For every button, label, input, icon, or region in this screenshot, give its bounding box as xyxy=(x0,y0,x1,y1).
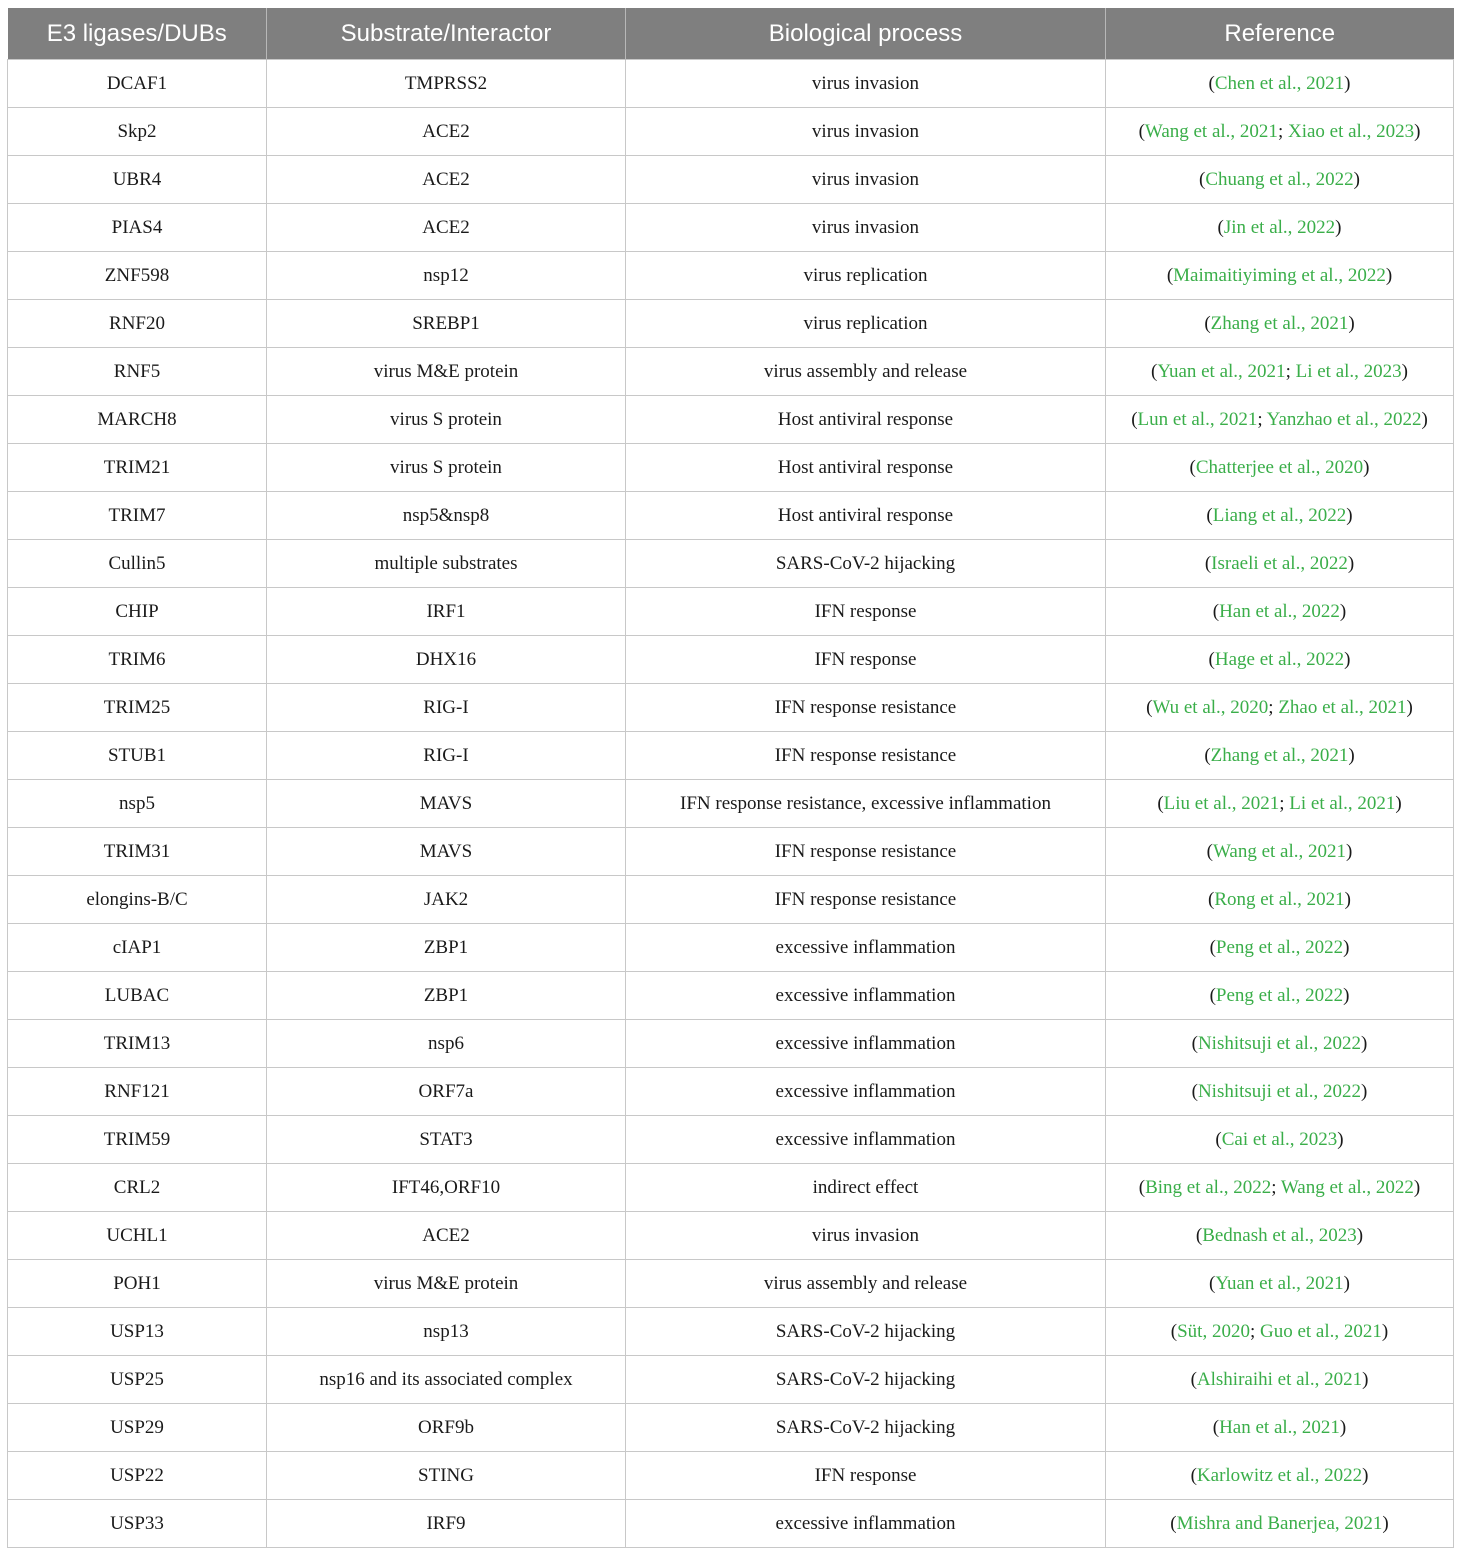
paren-close: ) xyxy=(1414,120,1421,142)
cell-reference xyxy=(1106,876,1454,924)
paren-open: ( xyxy=(1166,264,1174,286)
reference-link[interactable]: Peng et al., 2022 xyxy=(1215,936,1344,958)
cell-enzyme: CHIP xyxy=(8,588,267,636)
table-row xyxy=(8,732,1454,780)
cell-reference xyxy=(1106,1308,1454,1356)
cell-substrate: RIG-I xyxy=(267,732,626,780)
cell-reference xyxy=(1106,1404,1454,1452)
reference-link[interactable]: Zhao et al., 2021 xyxy=(1278,696,1407,718)
paren-close: ) xyxy=(1362,1368,1369,1390)
cell-substrate: IRF9 xyxy=(267,1500,626,1548)
table-row xyxy=(8,396,1454,444)
paren-close: ) xyxy=(1406,696,1413,718)
cell-enzyme: USP33 xyxy=(8,1500,267,1548)
reference-link[interactable]: Rong et al., 2021 xyxy=(1214,888,1345,910)
reference-link[interactable]: Liu et al., 2021 xyxy=(1163,792,1280,814)
cell-substrate: IFT46,ORF10 xyxy=(267,1164,626,1212)
cell-process: SARS-CoV-2 hijacking xyxy=(626,1308,1106,1356)
reference-link[interactable]: Süt, 2020 xyxy=(1177,1320,1250,1342)
paren-open: ( xyxy=(1157,792,1164,814)
reference-link[interactable]: Guo et al., 2021 xyxy=(1259,1320,1382,1342)
cell-reference xyxy=(1106,396,1454,444)
cell-substrate: virus S protein xyxy=(267,396,626,444)
header-substrate: Substrate/Interactor xyxy=(267,8,626,60)
table-row xyxy=(8,252,1454,300)
cell-substrate: ACE2 xyxy=(267,156,626,204)
paren-close: ) xyxy=(1382,1512,1389,1534)
table-row xyxy=(8,876,1454,924)
table-row xyxy=(8,348,1454,396)
paren-open: ( xyxy=(1170,1512,1177,1534)
cell-process: IFN response resistance xyxy=(626,732,1106,780)
cell-substrate: TMPRSS2 xyxy=(267,60,626,108)
cell-enzyme: nsp5 xyxy=(8,780,267,828)
cell-substrate: nsp12 xyxy=(267,252,626,300)
paren-close: ) xyxy=(1337,1128,1344,1150)
reference-link[interactable]: Maimaitiyiming et al., 2022 xyxy=(1173,264,1386,286)
paren-open: ( xyxy=(1206,504,1213,526)
paren-open: ( xyxy=(1209,1272,1216,1294)
table-row xyxy=(8,1404,1454,1452)
cell-reference xyxy=(1106,1260,1454,1308)
cell-substrate: ACE2 xyxy=(267,108,626,156)
reference-link[interactable]: Wang et al., 2022 xyxy=(1280,1176,1414,1198)
cell-enzyme: LUBAC xyxy=(8,972,267,1020)
cell-process: excessive inflammation xyxy=(626,1500,1106,1548)
table-row xyxy=(8,924,1454,972)
reference-link[interactable]: Jin et al., 2022 xyxy=(1223,216,1336,238)
cell-enzyme: TRIM25 xyxy=(8,684,267,732)
cell-reference xyxy=(1106,492,1454,540)
paren-close: ) xyxy=(1343,1272,1350,1294)
cell-process: IFN response resistance xyxy=(626,684,1106,732)
paren-open: ( xyxy=(1131,408,1138,430)
cell-enzyme: RNF121 xyxy=(8,1068,267,1116)
paren-open: ( xyxy=(1204,744,1211,766)
paren-open: ( xyxy=(1138,120,1145,142)
reference-link[interactable]: Chatterjee et al., 2020 xyxy=(1195,456,1364,478)
cell-reference xyxy=(1106,300,1454,348)
table-row xyxy=(8,588,1454,636)
cell-substrate: STAT3 xyxy=(267,1116,626,1164)
cell-process: excessive inflammation xyxy=(626,1116,1106,1164)
paren-open: ( xyxy=(1170,1320,1178,1342)
cell-process: virus assembly and release xyxy=(626,348,1106,396)
table-row xyxy=(8,1500,1454,1548)
paren-close: ) xyxy=(1343,984,1350,1006)
reference-link[interactable]: Bing et al., 2022 xyxy=(1145,1176,1272,1198)
reference-link[interactable]: Karlowitz et al., 2022 xyxy=(1196,1464,1363,1486)
cell-enzyme: TRIM31 xyxy=(8,828,267,876)
cell-enzyme: USP22 xyxy=(8,1452,267,1500)
reference-link[interactable]: Wang et al., 2021 xyxy=(1212,840,1347,862)
cell-process: IFN response resistance xyxy=(626,876,1106,924)
reference-link[interactable]: Li et al., 2021 xyxy=(1289,792,1396,814)
cell-enzyme: elongins-B/C xyxy=(8,876,267,924)
reference-link[interactable]: Alshiraihi et al., 2021 xyxy=(1196,1368,1363,1390)
cell-substrate: SREBP1 xyxy=(267,300,626,348)
paren-close: ) xyxy=(1413,1176,1421,1198)
cell-enzyme: USP29 xyxy=(8,1404,267,1452)
reference-link[interactable]: Hage et al., 2022 xyxy=(1214,648,1345,670)
cell-reference xyxy=(1106,732,1454,780)
paren-open: ( xyxy=(1209,936,1216,958)
paren-open: ( xyxy=(1206,840,1213,862)
ref-separator: ; xyxy=(1277,120,1288,142)
cell-reference xyxy=(1106,1020,1454,1068)
cell-enzyme: cIAP1 xyxy=(8,924,267,972)
table-row xyxy=(8,684,1454,732)
table-row xyxy=(8,1308,1454,1356)
cell-process: virus invasion xyxy=(626,204,1106,252)
cell-enzyme: MARCH8 xyxy=(8,396,267,444)
cell-enzyme: TRIM6 xyxy=(8,636,267,684)
cell-enzyme: TRIM13 xyxy=(8,1020,267,1068)
paren-close: ) xyxy=(1381,1320,1389,1342)
paren-close: ) xyxy=(1339,1416,1347,1438)
paren-close: ) xyxy=(1361,1080,1368,1102)
table-row xyxy=(8,636,1454,684)
ref-separator: ; xyxy=(1249,1320,1260,1342)
reference-link[interactable]: Li et al., 2023 xyxy=(1295,360,1402,382)
paren-open: ( xyxy=(1212,1416,1220,1438)
cell-enzyme: STUB1 xyxy=(8,732,267,780)
cell-reference xyxy=(1106,156,1454,204)
reference-link[interactable]: Zhang et al., 2021 xyxy=(1210,744,1349,766)
ref-separator: ; xyxy=(1279,792,1290,814)
header-row xyxy=(8,8,1454,60)
table-row xyxy=(8,972,1454,1020)
cell-substrate: DHX16 xyxy=(267,636,626,684)
table-row xyxy=(8,828,1454,876)
cell-process: IFN response xyxy=(626,636,1106,684)
cell-process: Host antiviral response xyxy=(626,444,1106,492)
table-row xyxy=(8,492,1454,540)
table-row xyxy=(8,444,1454,492)
cell-substrate: MAVS xyxy=(267,828,626,876)
cell-reference xyxy=(1106,348,1454,396)
cell-process: virus invasion xyxy=(626,108,1106,156)
cell-enzyme: ZNF598 xyxy=(8,252,267,300)
cell-enzyme: DCAF1 xyxy=(8,60,267,108)
cell-substrate: multiple substrates xyxy=(267,540,626,588)
reference-link[interactable]: Han et al., 2022 xyxy=(1219,600,1340,622)
table-row xyxy=(8,1020,1454,1068)
cell-reference xyxy=(1106,828,1454,876)
ref-separator: ; xyxy=(1257,408,1267,430)
paren-close: ) xyxy=(1335,216,1342,238)
cell-substrate: ORF7a xyxy=(267,1068,626,1116)
paren-close: ) xyxy=(1361,1032,1368,1054)
cell-reference xyxy=(1106,540,1454,588)
reference-link[interactable]: Bednash et al., 2023 xyxy=(1202,1224,1357,1246)
paren-close: ) xyxy=(1395,792,1402,814)
paren-open: ( xyxy=(1207,888,1215,910)
cell-process: indirect effect xyxy=(626,1164,1106,1212)
table-row xyxy=(8,540,1454,588)
cell-substrate: virus S protein xyxy=(267,444,626,492)
paren-close: ) xyxy=(1346,504,1353,526)
cell-substrate: ACE2 xyxy=(267,1212,626,1260)
paren-close: ) xyxy=(1353,168,1360,190)
paren-open: ( xyxy=(1208,72,1215,94)
paren-close: ) xyxy=(1343,936,1350,958)
paren-open: ( xyxy=(1217,216,1224,238)
paren-open: ( xyxy=(1190,1464,1197,1486)
cell-reference xyxy=(1106,204,1454,252)
reference-link[interactable]: Mishra and Banerjea, 2021 xyxy=(1176,1512,1383,1534)
table-row xyxy=(8,1116,1454,1164)
reference-link[interactable]: Xiao et al., 2023 xyxy=(1287,120,1415,142)
cell-substrate: ACE2 xyxy=(267,204,626,252)
cell-process: Host antiviral response xyxy=(626,492,1106,540)
table-row xyxy=(8,780,1454,828)
cell-process: excessive inflammation xyxy=(626,972,1106,1020)
cell-process: IFN response resistance, excessive inflammation xyxy=(626,780,1106,828)
cell-process: IFN response resistance xyxy=(626,828,1106,876)
reference-link[interactable]: Liang et al., 2022 xyxy=(1212,504,1347,526)
reference-link[interactable]: Peng et al., 2022 xyxy=(1215,984,1344,1006)
header-enzyme: E3 ligases/DUBs xyxy=(8,8,267,60)
paren-close: ) xyxy=(1346,840,1353,862)
cell-reference xyxy=(1106,1212,1454,1260)
paren-close: ) xyxy=(1344,648,1351,670)
header-reference: Reference xyxy=(1106,8,1454,60)
paren-close: ) xyxy=(1401,360,1408,382)
cell-reference xyxy=(1106,1356,1454,1404)
ligase-table xyxy=(7,8,1454,1548)
cell-enzyme: PIAS4 xyxy=(8,204,267,252)
cell-enzyme: USP25 xyxy=(8,1356,267,1404)
paren-open: ( xyxy=(1208,648,1215,670)
cell-substrate: ZBP1 xyxy=(267,924,626,972)
cell-process: excessive inflammation xyxy=(626,1020,1106,1068)
cell-process: IFN response xyxy=(626,1452,1106,1500)
table-row xyxy=(8,156,1454,204)
paren-open: ( xyxy=(1138,1176,1146,1198)
paren-close: ) xyxy=(1347,552,1355,574)
table-row xyxy=(8,1452,1454,1500)
paren-close: ) xyxy=(1363,456,1370,478)
reference-link[interactable]: Wang et al., 2021 xyxy=(1144,120,1278,142)
ref-separator: ; xyxy=(1271,1176,1281,1198)
paren-open: ( xyxy=(1190,1368,1197,1390)
cell-substrate: nsp13 xyxy=(267,1308,626,1356)
paren-close: ) xyxy=(1421,408,1428,430)
ref-separator: ; xyxy=(1268,696,1279,718)
cell-enzyme: RNF20 xyxy=(8,300,267,348)
cell-enzyme: USP13 xyxy=(8,1308,267,1356)
paren-open: ( xyxy=(1191,1080,1198,1102)
cell-process: virus invasion xyxy=(626,1212,1106,1260)
cell-process: virus replication xyxy=(626,252,1106,300)
cell-substrate: nsp16 and its associated complex xyxy=(267,1356,626,1404)
reference-link[interactable]: Chuang et al., 2022 xyxy=(1205,168,1354,190)
paren-open: ( xyxy=(1195,1224,1203,1246)
cell-process: IFN response xyxy=(626,588,1106,636)
paren-open: ( xyxy=(1204,552,1212,574)
cell-reference xyxy=(1106,1116,1454,1164)
cell-substrate: nsp6 xyxy=(267,1020,626,1068)
paren-open: ( xyxy=(1199,168,1206,190)
table-row xyxy=(8,1164,1454,1212)
cell-enzyme: Cullin5 xyxy=(8,540,267,588)
cell-enzyme: RNF5 xyxy=(8,348,267,396)
paren-close: ) xyxy=(1344,72,1351,94)
paren-close: ) xyxy=(1339,600,1347,622)
paren-close: ) xyxy=(1348,312,1355,334)
cell-process: virus replication xyxy=(626,300,1106,348)
cell-process: excessive inflammation xyxy=(626,924,1106,972)
paren-open: ( xyxy=(1209,984,1216,1006)
reference-link[interactable]: Wu et al., 2020 xyxy=(1152,696,1269,718)
cell-reference xyxy=(1106,60,1454,108)
reference-link[interactable]: Lun et al., 2021 xyxy=(1137,408,1258,430)
cell-reference xyxy=(1106,1452,1454,1500)
cell-reference xyxy=(1106,1500,1454,1548)
table-row xyxy=(8,1356,1454,1404)
cell-reference xyxy=(1106,1164,1454,1212)
cell-reference xyxy=(1106,444,1454,492)
cell-process: SARS-CoV-2 hijacking xyxy=(626,1356,1106,1404)
reference-link[interactable]: Cai et al., 2023 xyxy=(1221,1128,1338,1150)
paren-open: ( xyxy=(1151,360,1158,382)
cell-enzyme: TRIM7 xyxy=(8,492,267,540)
cell-reference xyxy=(1106,1068,1454,1116)
ref-separator: ; xyxy=(1285,360,1296,382)
cell-reference xyxy=(1106,588,1454,636)
table-row xyxy=(8,1068,1454,1116)
table-row xyxy=(8,204,1454,252)
paren-open: ( xyxy=(1189,456,1196,478)
cell-process: virus assembly and release xyxy=(626,1260,1106,1308)
cell-process: SARS-CoV-2 hijacking xyxy=(626,1404,1106,1452)
reference-link[interactable]: Yuan et al., 2021 xyxy=(1157,360,1286,382)
cell-substrate: ZBP1 xyxy=(267,972,626,1020)
table-row xyxy=(8,1260,1454,1308)
table-row xyxy=(8,60,1454,108)
paren-close: ) xyxy=(1348,744,1355,766)
paren-open: ( xyxy=(1146,696,1153,718)
table-row xyxy=(8,300,1454,348)
paren-close: ) xyxy=(1362,1464,1369,1486)
reference-link[interactable]: Nishitsuji et al., 2022 xyxy=(1197,1032,1362,1054)
reference-link[interactable]: Chen et al., 2021 xyxy=(1214,72,1345,94)
reference-link[interactable]: Israeli et al., 2022 xyxy=(1211,552,1348,574)
cell-substrate: MAVS xyxy=(267,780,626,828)
reference-link[interactable]: Han et al., 2021 xyxy=(1219,1416,1340,1438)
cell-reference xyxy=(1106,636,1454,684)
paren-open: ( xyxy=(1191,1032,1198,1054)
cell-process: virus invasion xyxy=(626,60,1106,108)
cell-enzyme: UCHL1 xyxy=(8,1212,267,1260)
cell-substrate: virus M&E protein xyxy=(267,1260,626,1308)
table-row xyxy=(8,1212,1454,1260)
cell-substrate: JAK2 xyxy=(267,876,626,924)
cell-process: virus invasion xyxy=(626,156,1106,204)
cell-enzyme: UBR4 xyxy=(8,156,267,204)
cell-enzyme: TRIM59 xyxy=(8,1116,267,1164)
cell-substrate: nsp5&nsp8 xyxy=(267,492,626,540)
paren-close: ) xyxy=(1344,888,1351,910)
cell-substrate: IRF1 xyxy=(267,588,626,636)
cell-enzyme: CRL2 xyxy=(8,1164,267,1212)
cell-substrate: virus M&E protein xyxy=(267,348,626,396)
cell-reference xyxy=(1106,924,1454,972)
cell-substrate: RIG-I xyxy=(267,684,626,732)
header-process: Biological process xyxy=(626,8,1106,60)
reference-link[interactable]: Yanzhao et al., 2022 xyxy=(1266,408,1422,430)
reference-link[interactable]: Nishitsuji et al., 2022 xyxy=(1197,1080,1362,1102)
cell-substrate: STING xyxy=(267,1452,626,1500)
cell-reference xyxy=(1106,252,1454,300)
reference-link[interactable]: Zhang et al., 2021 xyxy=(1210,312,1349,334)
table-row xyxy=(8,108,1454,156)
cell-reference xyxy=(1106,780,1454,828)
paren-close: ) xyxy=(1385,264,1393,286)
cell-enzyme: TRIM21 xyxy=(8,444,267,492)
cell-enzyme: POH1 xyxy=(8,1260,267,1308)
paren-open: ( xyxy=(1215,1128,1222,1150)
cell-reference xyxy=(1106,108,1454,156)
cell-process: excessive inflammation xyxy=(626,1068,1106,1116)
paren-open: ( xyxy=(1212,600,1220,622)
paren-open: ( xyxy=(1204,312,1211,334)
cell-process: SARS-CoV-2 hijacking xyxy=(626,540,1106,588)
reference-link[interactable]: Yuan et al., 2021 xyxy=(1215,1272,1344,1294)
cell-enzyme: Skp2 xyxy=(8,108,267,156)
cell-reference xyxy=(1106,972,1454,1020)
cell-substrate: ORF9b xyxy=(267,1404,626,1452)
cell-reference xyxy=(1106,684,1454,732)
paren-close: ) xyxy=(1356,1224,1364,1246)
cell-process: Host antiviral response xyxy=(626,396,1106,444)
